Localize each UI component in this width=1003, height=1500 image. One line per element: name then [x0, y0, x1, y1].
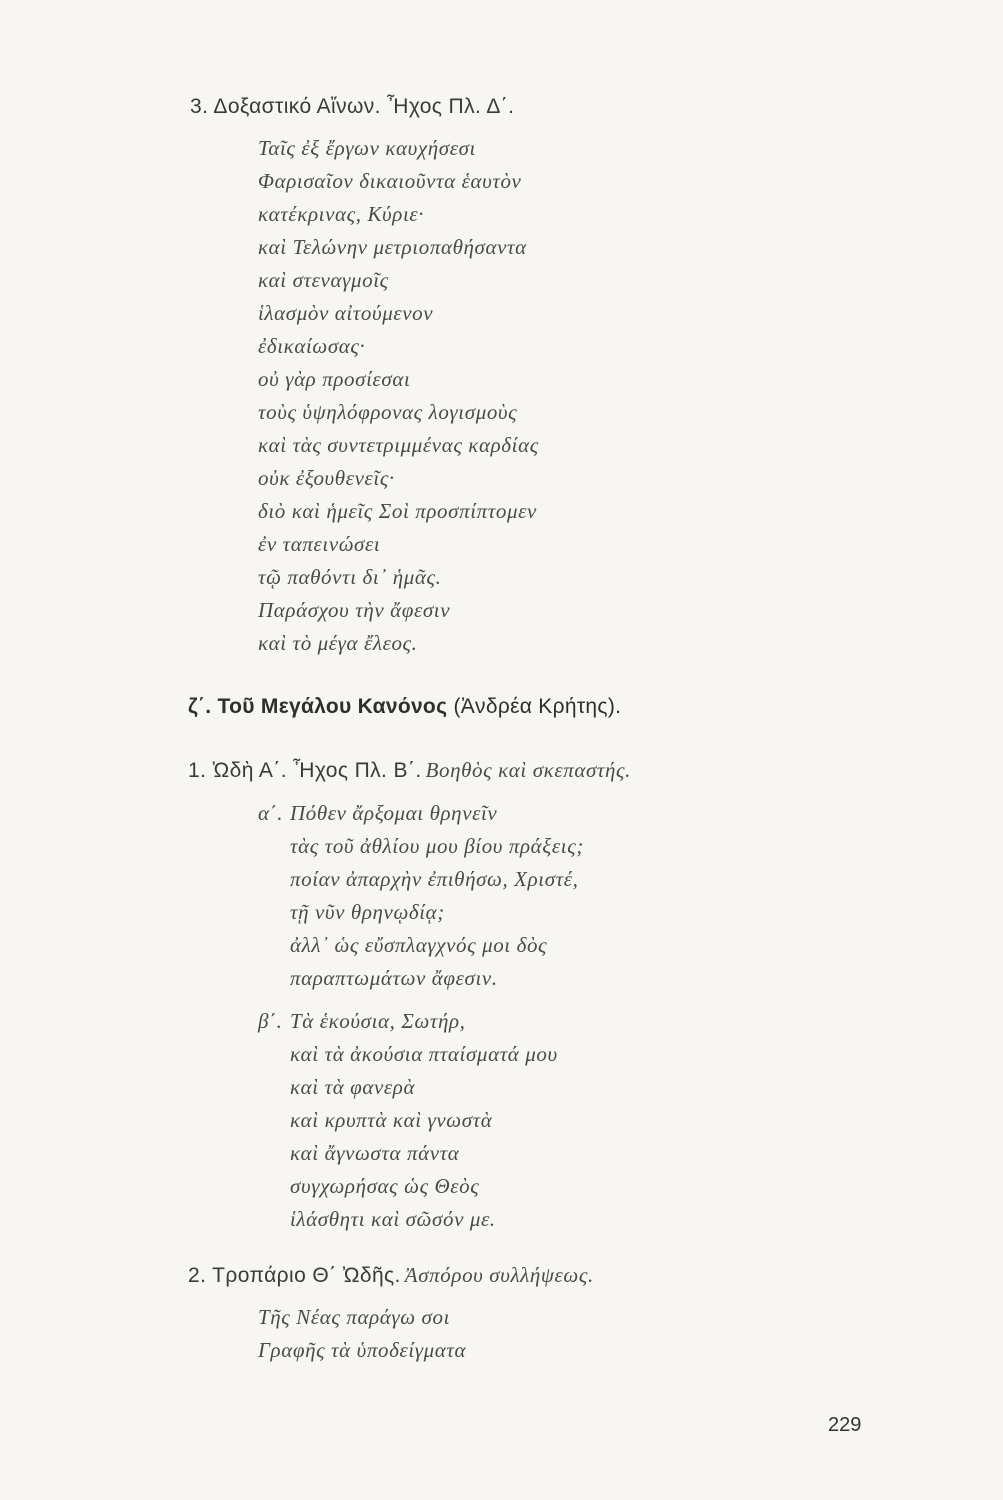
ode-2-heading-text: 2. Τροπάριο Θ΄ Ὠδῆς.	[188, 1264, 401, 1287]
stanza-line: καὶ ἄγνωστα πάντα	[290, 1141, 460, 1165]
section-z-prefix: ζ΄.	[188, 695, 212, 718]
hymn-line: τῷ παθόντι δι᾽ ἡμᾶς.	[258, 565, 442, 589]
section-z-heading	[188, 695, 621, 719]
hymn-line: Φαρισαῖον δικαιοῦντα ἑαυτὸν	[258, 169, 522, 193]
ode-1-heading	[188, 760, 631, 781]
stanza-line: τῇ νῦν θρηνῳδίᾳ;	[290, 900, 445, 924]
ode-2-heading	[188, 1265, 594, 1286]
hymn-line: καὶ στεναγμοῖς	[258, 268, 389, 292]
hymn-line: Ταῖς ἐξ ἔργων καυχήσεσι	[258, 136, 476, 160]
stanza-b-label: β΄.	[258, 1009, 283, 1033]
stanza-line: Τὰ ἑκούσια, Σωτήρ,	[290, 1009, 466, 1033]
hymn-line: κατέκρινας, Κύριε·	[258, 202, 425, 226]
hymn-line: καὶ Τελώνην μετριοπαθήσαντα	[258, 235, 527, 259]
hymn-line: τοὺς ὑψηλόφρονας λογισμοὺς	[258, 400, 518, 424]
stanza-line: Πόθεν ἄρξομαι θρηνεῖν	[290, 801, 498, 825]
hymn-line: οὐ γὰρ προσίεσαι	[258, 367, 411, 391]
ode-2-heading-melody: Ἀσπόρου συλλήψεως.	[404, 1263, 594, 1287]
hymn-line: ἐδικαίωσας·	[258, 334, 366, 358]
stanza-line: συγχωρήσας ὡς Θεὸς	[290, 1174, 480, 1198]
stanza-line: παραπτωμάτων ἄφεσιν.	[290, 966, 498, 990]
stanza-line: καὶ κρυπτὰ καὶ γνωστὰ	[290, 1108, 493, 1132]
hymn-line: Παράσχου τὴν ἄφεσιν	[258, 598, 451, 622]
hymn-line: καὶ τὸ μέγα ἔλεος.	[258, 631, 418, 655]
hymn-line: διὸ καὶ ἡμεῖς Σοὶ προσπίπτομεν	[258, 499, 537, 523]
stanza-line: ἀλλ᾽ ὡς εὔσπλαγχνός μοι δὸς	[290, 933, 548, 957]
ode-2-line: Τῆς Νέας παράγω σοι	[258, 1305, 451, 1329]
hymn-line: οὐκ ἐξουθενεῖς·	[258, 466, 395, 490]
hymn-line: ἐν ταπεινώσει	[258, 532, 381, 556]
hymn-line: καὶ τὰς συντετριμμένας καρδίας	[258, 433, 539, 457]
stanza-line: ποίαν ἀπαρχὴν ἐπιθήσω, Χριστέ,	[290, 867, 579, 891]
stanza-line: καὶ τὰ φανερὰ	[290, 1075, 416, 1099]
stanza-line: τὰς τοῦ ἀθλίου μου βίου πράξεις;	[290, 834, 584, 858]
section-z-title: Τοῦ Μεγάλου Κανόνος	[217, 695, 448, 718]
section-z-subtitle: (Ἀνδρέα Κρήτης).	[453, 695, 622, 718]
stanza-a-label: α΄.	[258, 801, 284, 825]
section-3-heading: 3. Δοξαστικό Αἴνων. Ἦχος Πλ. Δ΄.	[190, 95, 515, 118]
ode-2-line: Γραφῆς τὰ ὑποδείγματα	[258, 1338, 467, 1362]
stanza-line: καὶ τὰ ἀκούσια πταίσματά μου	[290, 1042, 558, 1066]
stanza-line: ἱλάσθητι καὶ σῶσόν με.	[290, 1207, 496, 1231]
page-number: 229	[828, 1414, 862, 1436]
hymn-line: ἱλασμὸν αἰτούμενον	[258, 301, 434, 325]
ode-1-heading-melody: Βοηθὸς καὶ σκεπαστής.	[425, 758, 632, 782]
ode-1-heading-text: 1. Ὠδὴ Α΄. Ἦχος Πλ. Β΄.	[188, 759, 422, 782]
